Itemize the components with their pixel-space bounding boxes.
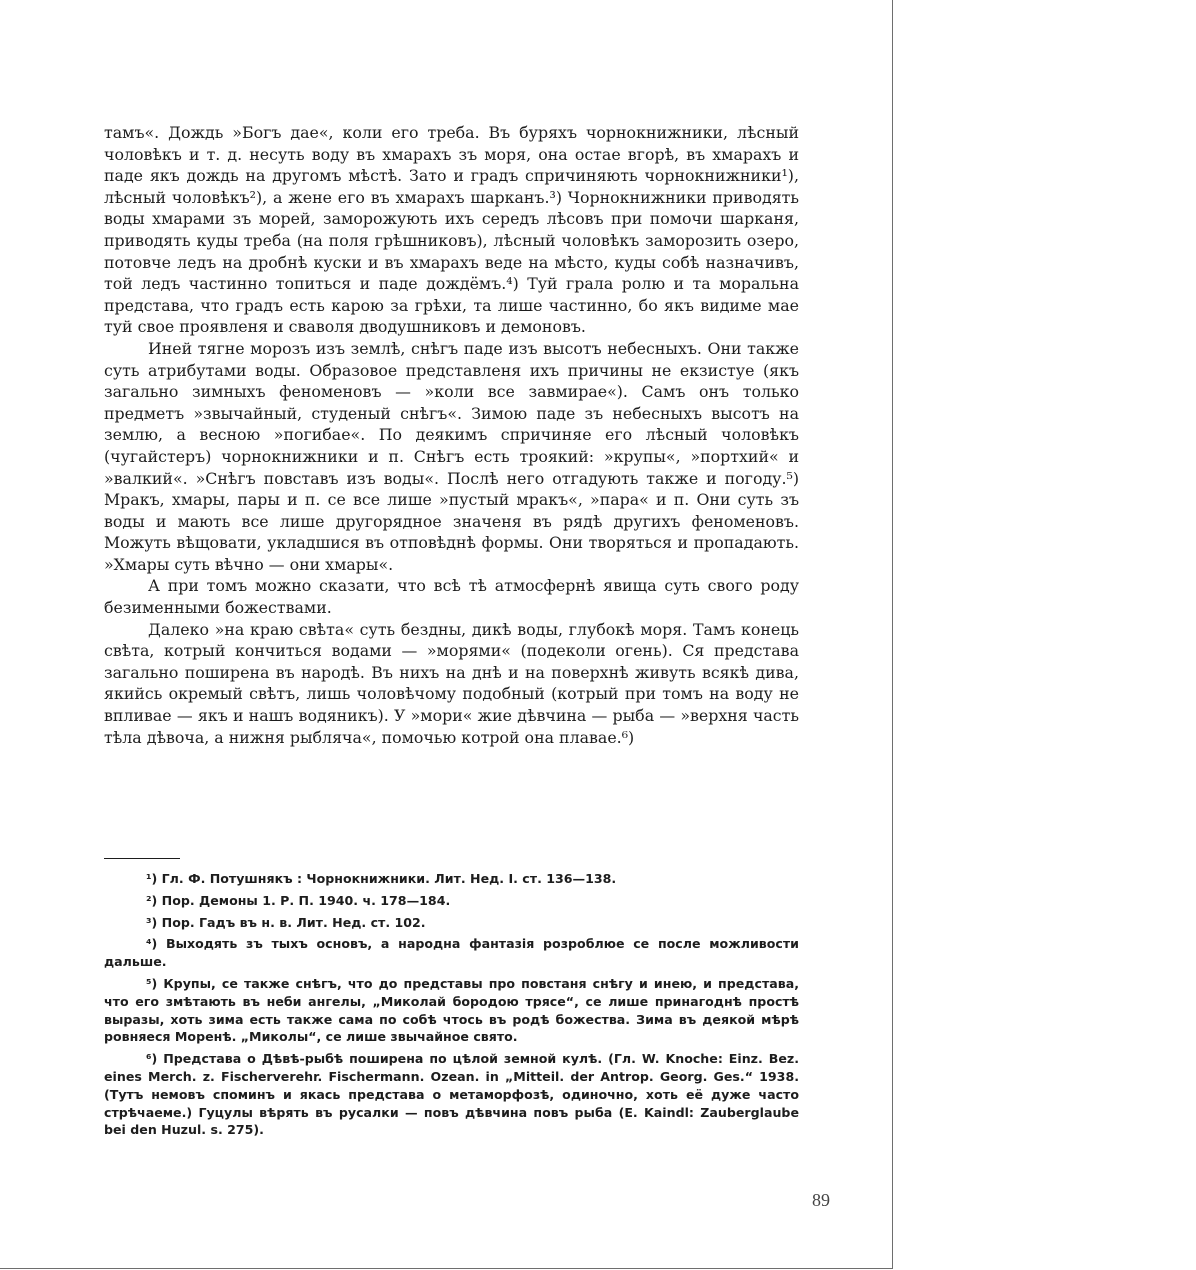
paragraph-4: Далеко »на краю свѣта« суть бездны, дикѣ воды, глубокѣ моря. Тамъ конець свѣта, котрый кончиться водами — »морями« (подеколи огень). Ся представа загально поширена въ народѣ. Въ нихъ на днѣ и на поверхнѣ живуть всякѣ дива, якийсь окремый свѣтъ, лишь чоловѣчому подобный (котрый при томъ на воду не впливае — якъ и нашъ водяникъ). У »мори« жие дѣвчина — рыба — »верхня часть тѣла дѣвоча, а нижня рыбляча«, помочью котрой она плавае.⁶) — [104, 619, 799, 747]
footnote-2: ²) Пор. Демоны 1. Р. П. 1940. ч. 178—184. — [146, 892, 451, 908]
paragraph-3: А при томъ можно сказати, что всѣ тѣ атмосфернѣ явища суть свого роду безименными божествами. — [104, 576, 799, 618]
paragraph-1: тамъ«. Дождь »Богъ дае«, коли его треба. Въ буряхъ чорнокнижники, лѣсный чоловѣкъ и т. д. несуть воду въ хмарахъ зъ моря, она остае вгорѣ, въ хмарахъ и паде якъ дождь на другомъ мѣстѣ. Зато и градъ спричиняють чорнокнижники¹), лѣсный чоловѣкъ²), а жене его въ хмарахъ шарканъ.³) Чорнокнижники приводять воды хмарами зъ морей, заморожують ихъ середъ лѣсовъ при помочи шарканя, приводять куды треба (на поля грѣшниковъ), лѣсный чоловѣкъ заморозить озеро, потовче ледъ на дробнѣ куски и въ хмарахъ веде на мѣсто, куды собѣ назначивъ, той ледъ частинно топиться и паде дождёмъ.⁴) Туй грала ролю и та моральна представа, что градъ есть карою за грѣхи, та лише частинно, бо якъ видиме мае туй свое проявленя и сваволя двoдушниковъ и демоновъ. — [104, 123, 799, 337]
footnote-1: ¹) Гл. Ф. Потушнякъ : Чорнокнижники. Лит. Нед. I. ст. 136—138. — [146, 871, 617, 886]
footnotes-block — [104, 870, 799, 1143]
paragraph-2: Иней тягне морозъ изъ землѣ, снѣгъ паде изъ высотъ небесныхъ. Они также суть атрибутами воды. Образовое представленя ихъ причины не екзистуе (якъ загально зимныхъ феноменовъ — »коли все завмирае«). Самъ онъ только предметъ »звычайный, студеный снѣгъ«. Зимою паде зъ небесныхъ высотъ на землю, а весною »погибае«. По деякимъ спричиняе его лѣсный чоловѣкъ (чугайстеръ) чорнокнижники и п. Снѣгъ есть троякий: »крупы«, »портхий« и »валкий«. »Снѣгъ повставъ изъ воды«. Послѣ него отгадують также и погоду.⁵) Мракъ, хмары, пары и п. се все лише »пустый мракъ«, »пара« и п. Они суть зъ воды и мають все лише другорядное значеня въ рядѣ другихъ феноменовъ. Можуть вѣщовати, укладшися въ отповѣднѣ формы. Они творяться и пропадають. »Хмары суть вѣчно — они хмары«. — [104, 338, 799, 574]
main-text-block — [104, 122, 799, 748]
page-number: 89 — [812, 1190, 830, 1210]
footnote-5: ⁵) Крупы, се также снѣгъ, что до представы про повстаня снѣгу и инею, и представа, что его змѣтають въ неби ангелы, „Миколай бородою трясе“, се лише принагоднѣ простѣ вырaзы, хоть зима есть также сама по собѣ чтось въ родѣ божества. Зима въ деякой мѣрѣ ровняеся Моренѣ. „Миколы“, се лише звычайное свято. — [104, 975, 799, 1045]
footnote-divider — [104, 858, 180, 859]
footnote-6: ⁶) Представа о Дѣвѣ-рыбѣ поширена по цѣлой земной кулѣ. (Гл. W. Knoche: Einz. Bez. eines Merch. z. Fischerverehr. Fischermann. Ozean. in „Mitteil. der Antrop. Georg. Ges.“ 1938. (Тутъ немовъ споминъ и якась представа о метаморфозѣ, одиночно, хоть её дуже часто стрѣчаеме.) Гуцулы вѣрять въ русалки — повъ дѣвчина повъ рыба (E. Kaindl: Zauberglaube bei den Huzul. s. 275). — [104, 1051, 799, 1138]
footnote-3: ³) Пор. Гадъ въ н. в. Лит. Нед. ст. 102. — [146, 914, 426, 930]
footnote-4: ⁴) Выходять зъ тыхъ основъ, а народна фантазія розроблюе се после можливости дальше. — [104, 936, 799, 970]
